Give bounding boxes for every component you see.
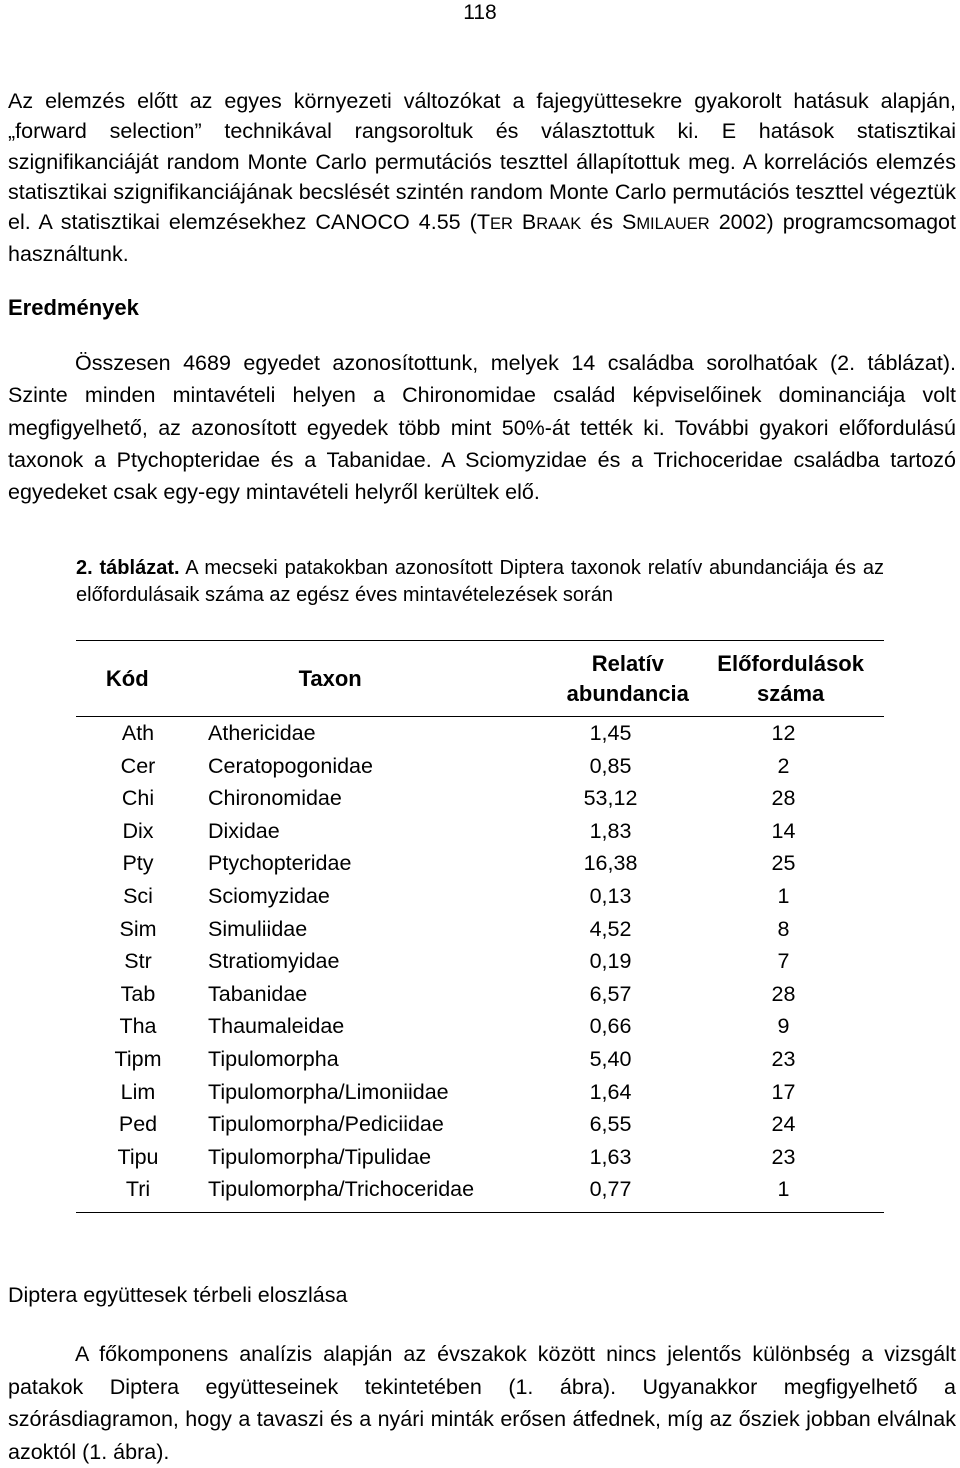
cell-code: Cer — [120, 753, 156, 778]
cell-code: Str — [124, 949, 152, 974]
header-code: Kód — [105, 665, 149, 691]
cell-occurrences: 24 — [771, 1112, 796, 1137]
cell-taxon: Tipulomorpha/Tipulidae — [208, 1144, 432, 1169]
cell-taxon: Chironomidae — [208, 786, 342, 811]
cell-relative-abundance: 0,77 — [589, 1177, 632, 1202]
cell-taxon: Thaumaleidae — [208, 1014, 345, 1039]
results-paragraph — [8, 347, 956, 508]
cell-relative-abundance: 1,64 — [589, 1079, 632, 1104]
cell-relative-abundance: 4,52 — [589, 916, 632, 941]
final-paragraph — [8, 1338, 956, 1468]
cell-code: Chi — [121, 786, 155, 811]
cell-code: Pty — [122, 851, 154, 876]
cell-occurrences: 28 — [771, 981, 796, 1006]
cell-code: Dix — [122, 818, 154, 843]
table-row — [76, 1010, 884, 1043]
author1-initial: T — [476, 210, 490, 235]
taxa-table-body — [76, 717, 884, 1206]
table-header-row — [76, 641, 884, 716]
cell-occurrences: 1 — [777, 1177, 790, 1202]
cell-relative-abundance: 53,12 — [583, 786, 638, 811]
cell-code: Ath — [121, 721, 155, 745]
cell-occurrences: 8 — [777, 916, 790, 941]
author2-rest: RAAK — [536, 215, 582, 234]
final-text: A főkomponens analízis alapján az évszakok között nincs jelentős különbség a vizsgált patakok Diptera együtteseinek tekintetében (1. ábra). Ugyanakkor megfigyelhető a szórásdiagramon, hogy a tavaszi és a nyári minták erősen átfednek, míg az ősziek jobban elválnak azoktól (1. ábra). — [8, 1342, 956, 1464]
cell-code: Tha — [119, 1014, 157, 1039]
table-row — [76, 847, 884, 880]
author-connector: és — [581, 210, 622, 235]
header-occurrences: Előfordulások száma — [717, 650, 864, 706]
cell-relative-abundance: 1,83 — [589, 818, 632, 843]
author2-initial: B — [521, 210, 537, 235]
intro-text-part2: 2002) programcsomagot használtunk. — [8, 210, 956, 267]
taxa-table-container — [76, 640, 884, 1213]
header-taxon: Taxon — [298, 665, 362, 691]
cell-occurrences: 23 — [771, 1144, 796, 1169]
cell-occurrences: 28 — [771, 786, 796, 811]
table-row — [76, 1173, 884, 1206]
table-row — [76, 913, 884, 946]
table-header — [76, 641, 884, 716]
table-row — [76, 978, 884, 1011]
cell-taxon: Tipulomorpha/Limoniidae — [208, 1079, 449, 1104]
cell-code: Sci — [123, 883, 153, 908]
cell-relative-abundance: 16,38 — [583, 851, 638, 876]
table-caption-text: A mecseki patakokban azonosított Diptera taxonok relatív abundanciája és az előfordulásaik száma az egész éves mintavételezések során — [76, 557, 884, 606]
cell-taxon: Sciomyzidae — [208, 883, 330, 908]
table-row — [76, 1043, 884, 1076]
table-row — [76, 815, 884, 848]
cell-occurrences: 1 — [777, 883, 790, 908]
cell-occurrences: 2 — [777, 753, 790, 778]
table-row — [76, 945, 884, 978]
cell-occurrences: 14 — [771, 818, 796, 843]
cell-relative-abundance: 5,40 — [589, 1046, 632, 1071]
cell-occurrences: 9 — [777, 1014, 790, 1039]
table-row — [76, 750, 884, 783]
intro-text-part1: Az elemzés előtt az egyes környezeti változókat a fajegyüttesekre gyakorolt hatásuk alapján, „forward selection” technikával rangsoroltuk és választottuk ki. E hatások statisztikai szignifikanciáját random Monte Carlo permutációs teszttel állapítottuk meg. A korrelációs elemzés statisztikai szignifikanciájának becslését szintén random Monte Carlo permutációs teszttel végeztük el. A statisztikai elemzésekhez CANOCO 4.55 ( — [8, 89, 956, 235]
cell-relative-abundance: 6,55 — [589, 1112, 632, 1137]
spatial-distribution-subheading: Diptera együttesek térbeli eloszlása — [8, 1283, 348, 1307]
header-relative-abundance: Relatív abundancia — [566, 650, 689, 706]
cell-taxon: Athericidae — [208, 721, 316, 745]
cell-relative-abundance: 6,57 — [589, 981, 632, 1006]
table-caption — [76, 555, 884, 608]
cell-taxon: Simuliidae — [208, 916, 308, 941]
cell-occurrences: 7 — [777, 949, 790, 974]
cell-relative-abundance: 1,63 — [589, 1144, 632, 1169]
cell-taxon: Stratiomyidae — [208, 949, 340, 974]
cell-relative-abundance: 0,66 — [589, 1014, 632, 1039]
cell-taxon: Tipulomorpha/Trichoceridae — [208, 1177, 475, 1202]
cell-occurrences: 17 — [771, 1079, 796, 1104]
taxa-table — [76, 641, 884, 716]
table-row — [76, 782, 884, 815]
table-row — [76, 1076, 884, 1109]
results-heading: Eredmények — [8, 295, 139, 320]
cell-occurrences: 23 — [771, 1046, 796, 1071]
table-row — [76, 1108, 884, 1141]
table-bottom-rule — [76, 1212, 884, 1213]
cell-relative-abundance: 0,85 — [589, 753, 632, 778]
results-text: Összesen 4689 egyedet azonosítottunk, melyek 14 családba sorolhatóak (2. táblázat). Szinte minden mintavételi helyen a Chironomidae család képviselőinek dominanciája volt megfigyelhető, az azonosított egyedek több mint 50%-át tették ki. További gyakori előfordulású taxonok a Ptychopteridae és a Tabanidae. A Sciomyzidae és a Trichoceridae családba tartozó egyedeket csak egy-egy mintavételi helyről kerültek elő. — [8, 351, 956, 505]
cell-code: Tab — [120, 981, 156, 1006]
cell-code: Ped — [118, 1112, 158, 1137]
table-row — [76, 717, 884, 750]
cell-code: Tipu — [117, 1144, 159, 1169]
cell-taxon: Ceratopogonidae — [208, 753, 373, 778]
cell-taxon: Dixidae — [208, 818, 280, 843]
cell-taxon: Tipulomorpha/Pediciidae — [208, 1112, 444, 1137]
table-row — [76, 1141, 884, 1174]
table-body — [76, 717, 884, 1206]
cell-relative-abundance: 0,19 — [589, 949, 632, 974]
cell-code: Lim — [120, 1079, 156, 1104]
table-row — [76, 880, 884, 913]
cell-taxon: Tabanidae — [208, 981, 308, 1006]
cell-occurrences: 12 — [771, 721, 796, 745]
page-number: 118 — [463, 1, 497, 24]
cell-occurrences: 25 — [771, 851, 796, 876]
author-space — [513, 210, 522, 234]
cell-taxon: Ptychopteridae — [208, 851, 352, 876]
cell-relative-abundance: 1,45 — [589, 721, 632, 745]
author1-rest: ER — [489, 215, 513, 234]
author3-rest: MILAUER — [636, 215, 710, 234]
table-caption-label: 2. táblázat. — [76, 557, 180, 579]
author3-initial: S — [621, 210, 637, 235]
cell-code: Sim — [119, 916, 157, 941]
intro-paragraph — [8, 86, 956, 270]
cell-code: Tri — [125, 1177, 151, 1202]
cell-code: Tipm — [114, 1046, 162, 1071]
cell-taxon: Tipulomorpha — [208, 1046, 339, 1071]
cell-relative-abundance: 0,13 — [589, 883, 632, 908]
